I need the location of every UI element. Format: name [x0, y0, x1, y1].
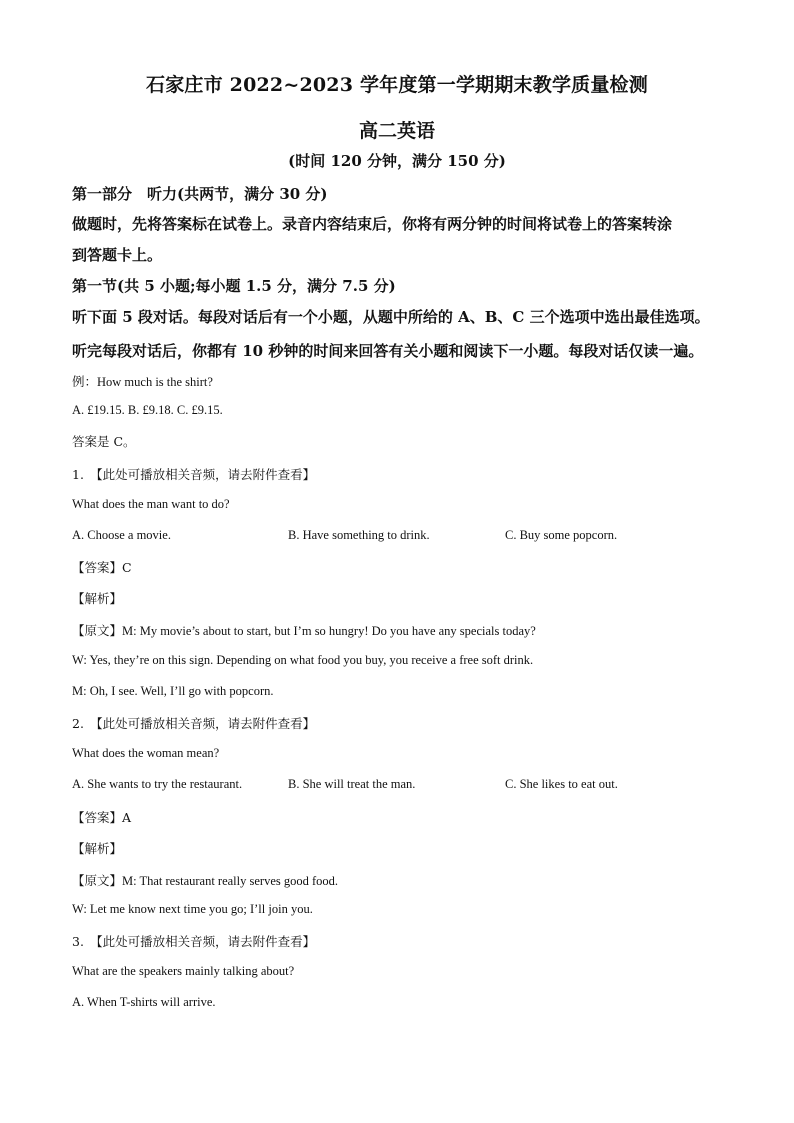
- example-options: A. £19.15. B. £9.18. C. £9.15.: [72, 403, 223, 417]
- q2-audio-prompt: 2. 【此处可播放相关音频，请去附件查看】: [72, 716, 316, 731]
- q1-analysis: 【解析】: [72, 591, 123, 606]
- q2-option-b: B. She will treat the man.: [288, 777, 416, 791]
- q1-audio-prompt: 1. 【此处可播放相关音频，请去附件查看】: [72, 467, 316, 482]
- q1-answer: 【答案】C: [72, 560, 132, 575]
- q2-transcript-line-2: W: Let me know next time you go; I’ll join you.: [72, 902, 313, 916]
- instruction-line-1: 做题时，先将答案标在试卷上。录音内容结束后，你将有两分钟的时间将试卷上的答案转涂: [72, 215, 673, 233]
- exam-title: 石家庄市 2022~2023 学年度第一学期期末教学质量检测: [146, 74, 648, 96]
- q2-option-a: A. She wants to try the restaurant.: [72, 777, 243, 791]
- q1-transcript-line-3: M: Oh, I see. Well, I’ll go with popcorn.: [72, 684, 274, 698]
- subject-title: 高二英语: [358, 120, 435, 142]
- q3-question: What are the speakers mainly talking about?: [72, 964, 295, 978]
- q3-option-a: A. When T-shirts will arrive.: [72, 995, 216, 1009]
- part1-heading: 第一部分 听力(共两节，满分 30 分): [72, 185, 328, 203]
- q2-analysis: 【解析】: [72, 841, 123, 856]
- section1-heading: 第一节(共 5 小题;每小题 1.5 分，满分 7.5 分): [72, 277, 396, 295]
- q1-option-a: A. Choose a movie.: [72, 528, 171, 542]
- q2-transcript-line-1: 【原文】M: That restaurant really serves good food.: [72, 874, 339, 888]
- q1-transcript-line-1: 【原文】M: My movie’s about to start, but I’m so hungry! Do you have any specials today?: [72, 624, 536, 638]
- q1-option-c: C. Buy some popcorn.: [505, 528, 618, 542]
- q1-question: What does the man want to do?: [72, 497, 230, 511]
- q2-option-c: C. She likes to eat out.: [505, 777, 618, 791]
- instruction-line-2: 到答题卡上。: [72, 246, 163, 264]
- time-info: (时间 120 分钟，满分 150 分): [288, 152, 506, 170]
- q1-option-b: B. Have something to drink.: [288, 528, 430, 542]
- q1-transcript-line-2: W: Yes, they’re on this sign. Depending on what food you buy, you receive a free soft drink.: [72, 653, 534, 667]
- q3-audio-prompt: 3. 【此处可播放相关音频，请去附件查看】: [72, 934, 316, 949]
- q2-question: What does the woman mean?: [72, 746, 220, 760]
- q2-answer: 【答案】A: [72, 810, 132, 825]
- section1-instruction-1: 听下面 5 段对话。每段对话后有一个小题，从题中所给的 A、B、C 三个选项中选出最佳选项。: [72, 308, 710, 326]
- section1-instruction-2: 听完每段对话后，你都有 10 秒钟的时间来回答有关小题和阅读下一小题。每段对话仅读一遍。: [72, 342, 704, 360]
- example-answer: 答案是 C。: [72, 434, 136, 449]
- example-question: 例：How much is the shirt?: [72, 375, 213, 389]
